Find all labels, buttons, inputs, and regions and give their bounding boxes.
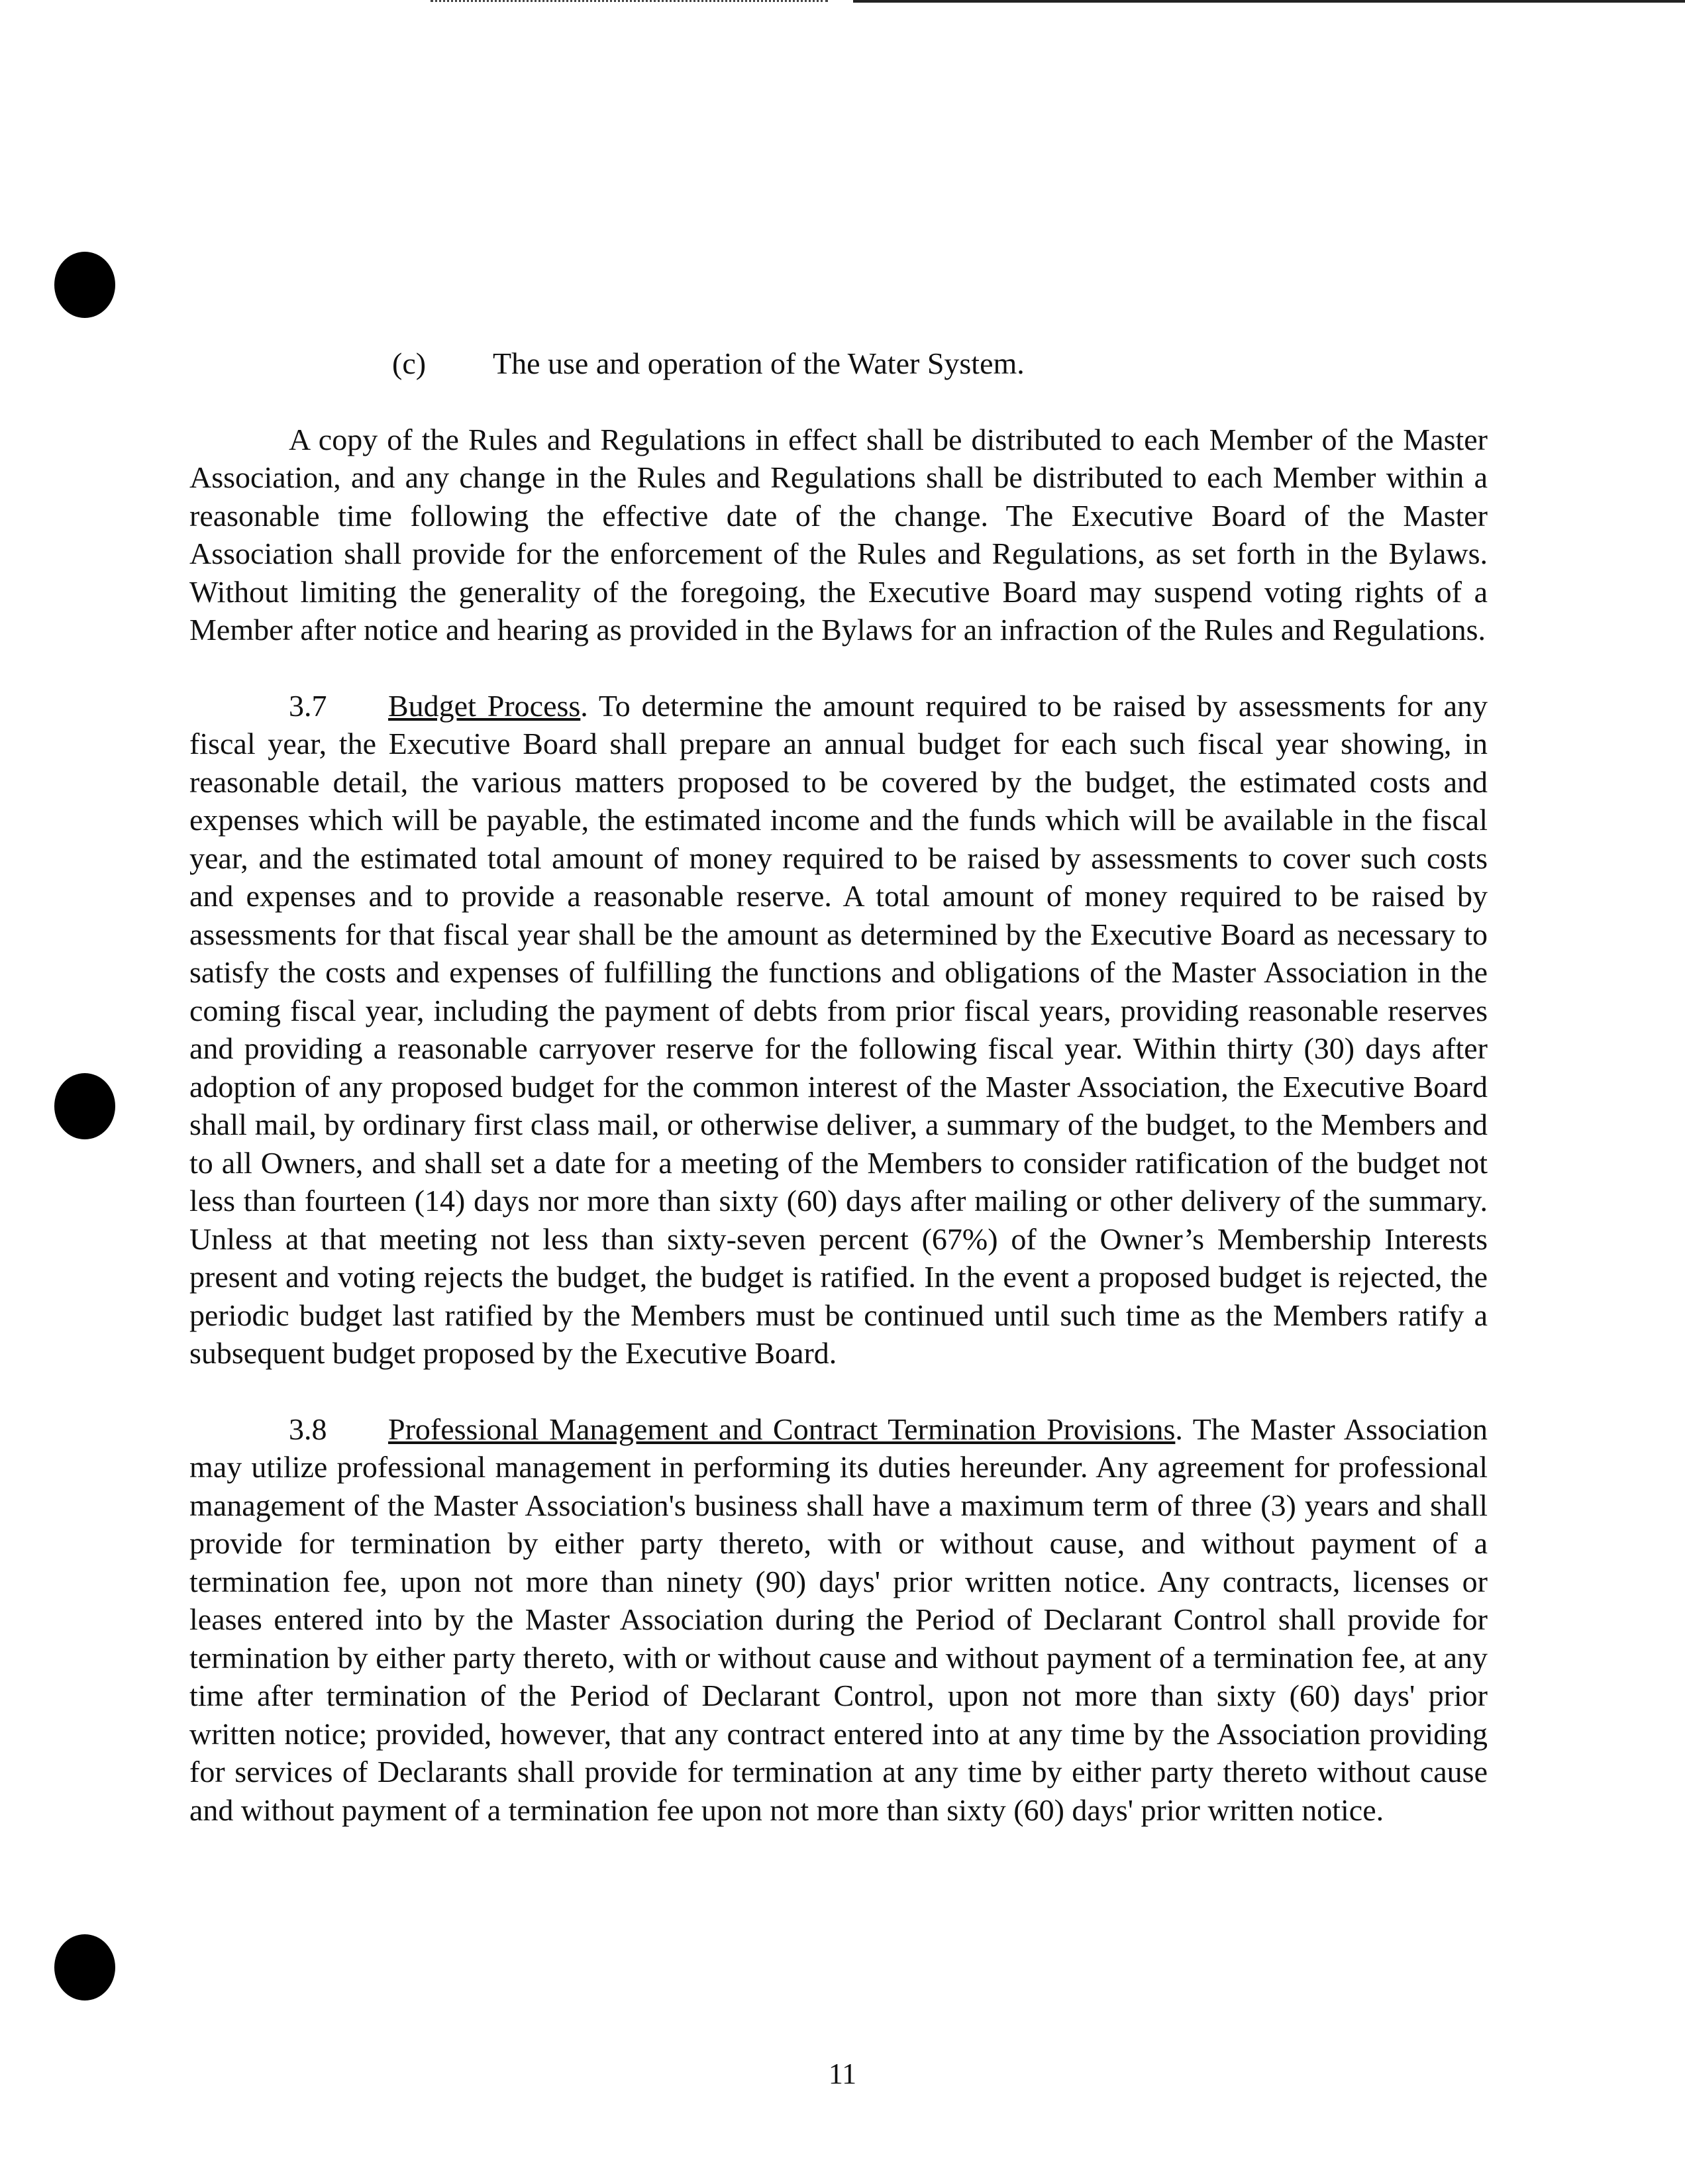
header-dotted-rule	[431, 0, 828, 4]
section-3-7	[189, 687, 1488, 1373]
list-item-label: (c)	[392, 346, 427, 380]
list-item-c	[392, 344, 1488, 383]
header-rule	[853, 0, 1685, 3]
rules-paragraph: A copy of the Rules and Regulations in effect shall be distributed to each Member of the Master Association, and any change in the Rules and Regulations shall be distributed to each Member within a reasonable time following the effective date of the change. The Executive Board of the Master Association shall provide for the enforcement of the Rules and Regulations, as set forth in the Bylaws. Without limiting the generality of the foregoing, the Executive Board may suspend voting rights of a Member after notice and hearing as provided in the Bylaws for an infraction of the Rules and Regulations.	[189, 422, 1488, 647]
section-number: 3.8	[289, 1412, 327, 1446]
punch-hole-bottom	[54, 1934, 115, 2001]
list-item-text: The use and operation of the Water System.	[493, 346, 1025, 380]
section-body: . To determine the amount required to be raised by assessments for any fiscal year, the Executive Board shall prepare an annual budget for each such fiscal year showing, in reasonable detail, the various matters proposed to be covered by the budget, the estimated costs and expenses which will be payable, the estimated income and the funds which will be available in the fiscal year, and the estimated total amount of money required to be raised by assessments to cover such costs and expenses and to provide a reasonable reserve. A total amount of money required to be raised by assessments for that fiscal year shall be the amount as determined by the Executive Board as necessary to satisfy the costs and expenses of fulfilling the functions and obligations of the Master Association in the coming fiscal year, including the payment of debts from prior fiscal years, providing reasonable reserves and providing a reasonable carryover reserve for the following fiscal year. Within thirty (30) days after adoption of any proposed budget for the common interest of the Master Association, the Executive Board shall mail, by ordinary first class mail, or otherwise deliver, a summary of the budget, to the Members and to all Owners, and shall set a date for a meeting of the Members to consider ratification of the budget not less than fourteen (14) days nor more than sixty (60) days after mailing or other delivery of the summary. Unless at that meeting not less than sixty-seven percent (67%) of the Owner’s Membership Interests present and voting rejects the budget, the budget is ratified. In the event a proposed budget is rejected, the periodic budget last ratified by the Members must be continued until such time as the Members ratify a subsequent budget proposed by the Executive Board.	[189, 688, 1488, 1370]
page-number: 11	[828, 2057, 857, 2090]
section-3-8	[189, 1410, 1488, 1830]
document-body	[189, 344, 1488, 1867]
section-number: 3.7	[289, 688, 327, 723]
section-heading: Professional Management and Contract Termination Provisions	[388, 1412, 1176, 1446]
section-heading: Budget Process	[388, 688, 581, 723]
punch-hole-middle	[54, 1073, 115, 1139]
punch-hole-top	[54, 252, 115, 318]
section-body: . The Master Association may utilize professional management in performing its duties hereunder. Any agreement for professional management of the Master Association's business shall have a maximum term of three (3) years and shall provide for termination by either party thereto, with or without cause, and without payment of a termination fee, upon not more than ninety (90) days' prior written notice. Any contracts, licenses or leases entered into by the Master Association during the Period of Declarant Control shall provide for termination by either party thereto, with or without cause and without payment of a termination fee, at any time after termination of the Period of Declarant Control, upon not more than sixty (60) days' prior written notice; provided, however, that any contract entered into at any time by the Association providing for services of Declarants shall provide for termination at any time by either party thereto without cause and without payment of a termination fee upon not more than sixty (60) days' prior written notice.	[189, 1412, 1488, 1827]
